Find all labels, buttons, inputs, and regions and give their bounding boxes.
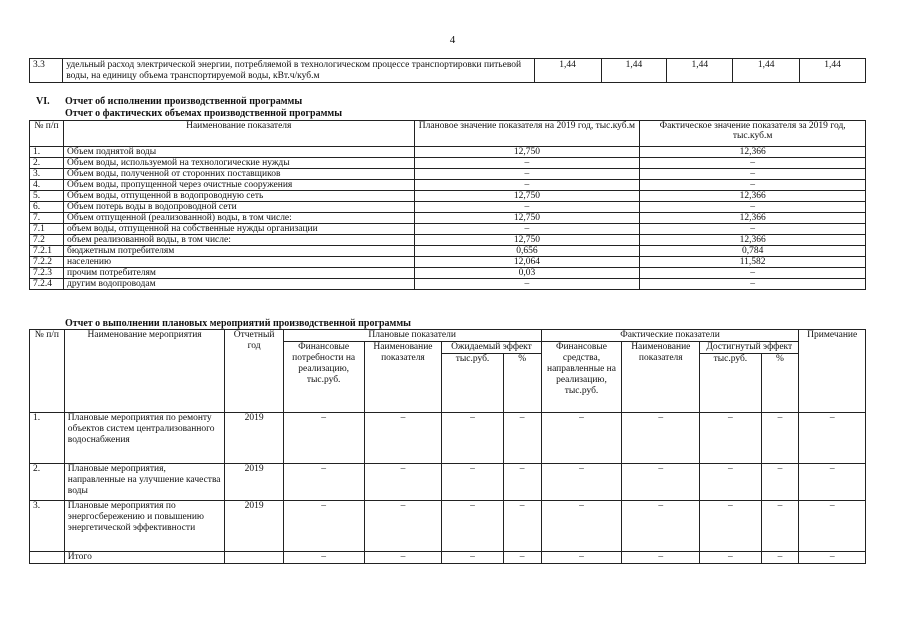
actual-value: 0,784	[640, 246, 866, 257]
planned-value: 12,064	[414, 257, 640, 268]
total-row	[30, 552, 866, 564]
row-description: удельный расход электрической энергии, потребляемой в технологическом процессе транспортировки питьевой воды, на единицу объема транспортируемой воды, кВт.ч/куб.м	[63, 59, 534, 83]
header-name: Наименование показателя	[63, 121, 414, 147]
row-number: 5.	[30, 191, 64, 202]
table-row	[30, 202, 866, 213]
energy-consumption-row-table	[29, 58, 866, 83]
row-name: Объем воды, пропущенной через очистные сооружения	[63, 180, 414, 191]
row-number: 7.	[30, 213, 64, 224]
measure-name: Плановые мероприятия по ремонту объектов систем централизованного водоснабжения	[64, 413, 225, 464]
actual-value: –	[640, 268, 866, 279]
table-row	[30, 147, 866, 158]
actual-indicator: –	[622, 413, 700, 464]
total-blank-cell	[30, 552, 65, 564]
total-planned-fin: –	[283, 552, 364, 564]
header-name: Наименование мероприятия	[64, 330, 225, 413]
table-header-row	[30, 121, 866, 147]
actual-fin: –	[541, 464, 622, 501]
row-number: 2.	[30, 158, 64, 169]
planned-value: 0,03	[414, 268, 640, 279]
planned-fin: –	[283, 413, 364, 464]
planned-value: –	[414, 169, 640, 180]
table-row	[30, 213, 866, 224]
header-planned-effect: Ожидаемый эффект	[442, 342, 541, 354]
measure-name: Плановые мероприятия, направленные на улучшение качества воды	[64, 464, 225, 501]
actual-value: –	[640, 279, 866, 290]
total-actual-indicator: –	[622, 552, 700, 564]
header-note: Примечание	[799, 330, 866, 413]
planned-value: –	[414, 180, 640, 191]
section-number: VI.	[36, 96, 50, 107]
planned-pct: –	[503, 413, 541, 464]
report-year: 2019	[225, 413, 283, 464]
table-row	[30, 191, 866, 202]
header-actual-effect: Достигнутый эффект	[700, 342, 799, 354]
table-row	[30, 224, 866, 235]
row-name: Объем воды, полученной от сторонних поставщиков	[63, 169, 414, 180]
row-number: 3.	[30, 501, 65, 552]
header-planned-indicator: Наименование показателя	[364, 342, 442, 413]
table-row	[30, 268, 866, 279]
row-number: 7.2	[30, 235, 64, 246]
total-planned-pct: –	[503, 552, 541, 564]
header-planned: Плановое значение показателя на 2019 год, тыс.куб.м	[414, 121, 640, 147]
actual-fin: –	[541, 501, 622, 552]
volumes-table	[29, 120, 866, 290]
value-cell: 1,44	[800, 59, 866, 83]
table-row	[30, 169, 866, 180]
planned-pct: –	[503, 464, 541, 501]
row-name: другим водопроводам	[63, 279, 414, 290]
row-number: 7.2.1	[30, 246, 64, 257]
section-title: Отчет об исполнении производственной программы	[65, 96, 303, 107]
planned-indicator: –	[364, 413, 442, 464]
actual-pct: –	[761, 413, 799, 464]
actual-value: 11,582	[640, 257, 866, 268]
note: –	[799, 464, 866, 501]
actual-indicator: –	[622, 501, 700, 552]
actual-rub: –	[700, 464, 761, 501]
actual-value: –	[640, 224, 866, 235]
measure-name: Плановые мероприятия по энергосбережению и повышению энергетической эффективности	[64, 501, 225, 552]
header-num: № п/п	[30, 330, 65, 413]
note: –	[799, 413, 866, 464]
table-header-row	[30, 330, 866, 342]
planned-pct: –	[503, 501, 541, 552]
value-cell: 1,44	[667, 59, 733, 83]
actual-rub: –	[700, 413, 761, 464]
header-actual-pct: %	[761, 354, 799, 413]
note: –	[799, 501, 866, 552]
header-actual-rub: тыс.руб.	[700, 354, 761, 413]
table-row	[30, 501, 866, 552]
row-number: 7.2.3	[30, 268, 64, 279]
total-year-blank	[225, 552, 283, 564]
actual-pct: –	[761, 464, 799, 501]
row-number: 4.	[30, 180, 64, 191]
header-num: № п/п	[30, 121, 64, 147]
total-planned-rub: –	[442, 552, 503, 564]
planned-value: –	[414, 279, 640, 290]
plan-table	[29, 329, 866, 564]
table-row	[30, 257, 866, 268]
header-planned-group: Плановые показатели	[283, 330, 541, 342]
row-name: Объем воды, используемой на технологические нужды	[63, 158, 414, 169]
total-actual-fin: –	[541, 552, 622, 564]
value-cell: 1,44	[733, 59, 800, 83]
planned-fin: –	[283, 501, 364, 552]
row-name: Объем поднятой воды	[63, 147, 414, 158]
table-row	[30, 246, 866, 257]
total-actual-pct: –	[761, 552, 799, 564]
row-number: 7.2.2	[30, 257, 64, 268]
planned-indicator: –	[364, 501, 442, 552]
planned-value: –	[414, 158, 640, 169]
report-year: 2019	[225, 464, 283, 501]
table-row	[30, 158, 866, 169]
total-actual-rub: –	[700, 552, 761, 564]
planned-value: 0,656	[414, 246, 640, 257]
table-row	[30, 413, 866, 464]
actual-value: –	[640, 169, 866, 180]
total-planned-indicator: –	[364, 552, 442, 564]
table-row	[30, 279, 866, 290]
row-number: 1.	[30, 413, 65, 464]
actual-pct: –	[761, 501, 799, 552]
value-cell: 1,44	[534, 59, 601, 83]
planned-value: 12,750	[414, 191, 640, 202]
row-number: 6.	[30, 202, 64, 213]
table-row	[30, 464, 866, 501]
actual-value: –	[640, 158, 866, 169]
planned-rub: –	[442, 413, 503, 464]
total-note: –	[799, 552, 866, 564]
row-number: 7.2.4	[30, 279, 64, 290]
actual-value: 12,366	[640, 191, 866, 202]
planned-value: –	[414, 224, 640, 235]
actual-value: 12,366	[640, 213, 866, 224]
header-year: Отчетный год	[225, 330, 283, 413]
header-actual: Фактическое значение показателя за 2019 год, тыс.куб.м	[640, 121, 866, 147]
planned-value: –	[414, 202, 640, 213]
planned-value: 12,750	[414, 213, 640, 224]
planned-fin: –	[283, 464, 364, 501]
row-name: Объем отпущенной (реализованной) воды, в том числе:	[63, 213, 414, 224]
section-subtitle: Отчет о фактических объемах производственной программы	[65, 108, 342, 119]
row-name: Объем воды, отпущенной в водопроводную сеть	[63, 191, 414, 202]
volumes-body	[30, 147, 866, 290]
header-planned-fin: Финансовые потребности на реализацию, тыс.руб.	[283, 342, 364, 413]
actual-value: –	[640, 202, 866, 213]
value-cell: 1,44	[601, 59, 667, 83]
actual-indicator: –	[622, 464, 700, 501]
header-planned-pct: %	[503, 354, 541, 413]
planned-rub: –	[442, 501, 503, 552]
header-actual-fin: Финансовые средства, направленные на реализацию, тыс.руб.	[541, 342, 622, 413]
table-row	[30, 59, 866, 83]
row-number: 7.1	[30, 224, 64, 235]
row-number: 2.	[30, 464, 65, 501]
actual-value: –	[640, 180, 866, 191]
plan-title: Отчет о выполнении плановых мероприятий производственной программы	[65, 318, 411, 329]
row-name: объем воды, отпущенной на собственные нужды организации	[63, 224, 414, 235]
page-number: 4	[449, 34, 456, 46]
header-planned-rub: тыс.руб.	[442, 354, 503, 413]
actual-fin: –	[541, 413, 622, 464]
planned-value: 12,750	[414, 147, 640, 158]
row-number: 3.	[30, 169, 64, 180]
table-row	[30, 180, 866, 191]
report-year: 2019	[225, 501, 283, 552]
table-row	[30, 235, 866, 246]
actual-value: 12,366	[640, 147, 866, 158]
planned-value: 12,750	[414, 235, 640, 246]
planned-rub: –	[442, 464, 503, 501]
actual-value: 12,366	[640, 235, 866, 246]
planned-indicator: –	[364, 464, 442, 501]
row-name: прочим потребителям	[63, 268, 414, 279]
header-actual-indicator: Наименование показателя	[622, 342, 700, 413]
total-label: Итого	[64, 552, 225, 564]
row-name: объем реализованной воды, в том числе:	[63, 235, 414, 246]
row-name: бюджетным потребителям	[63, 246, 414, 257]
row-name: населению	[63, 257, 414, 268]
plan-body	[30, 413, 866, 564]
actual-rub: –	[700, 501, 761, 552]
row-name: Объем потерь воды в водопроводной сети	[63, 202, 414, 213]
header-actual-group: Фактические показатели	[541, 330, 799, 342]
row-number: 3.3	[30, 59, 63, 83]
row-number: 1.	[30, 147, 64, 158]
